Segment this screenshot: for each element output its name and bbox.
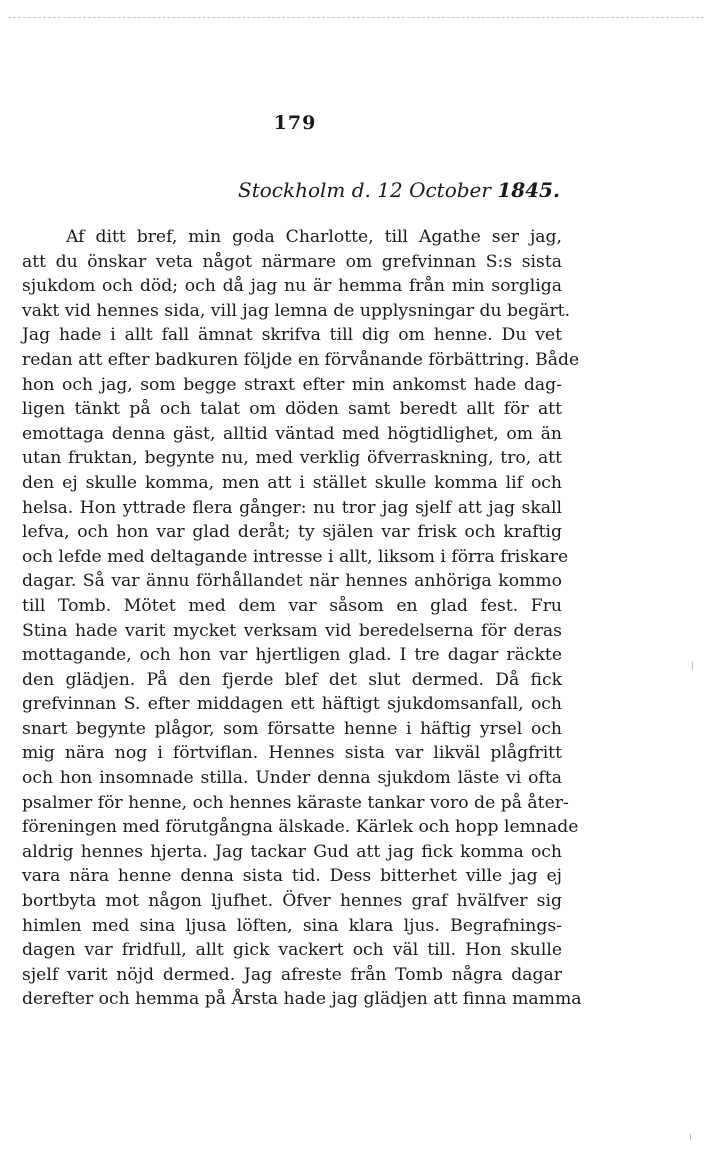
text-line: helsa. Hon yttrade flera gånger: nu tror jag sjelf att jag skall bbox=[22, 497, 562, 518]
dateline-place-date: Stockholm d. 12 October bbox=[238, 178, 491, 202]
text-line: Stina hade varit mycket verksam vid beredelserna för deras bbox=[22, 620, 562, 641]
text-line: redan att efter badkuren följde en förvånande förbättring. Både bbox=[22, 349, 580, 370]
dateline-year: 1845. bbox=[497, 178, 560, 202]
letter-body bbox=[22, 225, 582, 1012]
text-line: grefvinnan S. efter middagen ett häftigt sjukdomsanfall, och bbox=[22, 694, 562, 715]
letter-dateline bbox=[238, 178, 560, 202]
text-line: bortbyta mot någon ljufhet. Öfver hennes graf hvälfver sig bbox=[22, 891, 562, 912]
text-line: psalmer för henne, och hennes käraste tankar voro de på åter- bbox=[22, 792, 569, 813]
text-line: och lefde med deltagande intresse i allt, liksom i förra friskare bbox=[22, 546, 569, 567]
text-line: och hon insomnade stilla. Under denna sjukdom läste vi ofta bbox=[22, 768, 562, 789]
text-line: mottagande, och hon var hjertligen glad. I tre dagar räckte bbox=[22, 645, 562, 666]
text-line: emottaga denna gäst, alltid väntad med högtidlighet, om än bbox=[22, 423, 562, 444]
text-line: dagar. Så var ännu förhållandet när hennes anhöriga kommo bbox=[22, 571, 562, 592]
text-line: lefva, och hon var glad deråt; ty själen var frisk och kraftig bbox=[22, 522, 562, 543]
text-line: Af ditt bref, min goda Charlotte, till Agathe ser jag, bbox=[66, 227, 562, 247]
text-line: sjelf varit nöjd dermed. Jag afreste från Tomb några dagar bbox=[22, 964, 562, 985]
text-line: ligen tänkt på och talat om döden samt beredt allt för att bbox=[22, 399, 562, 420]
page-number: 179 bbox=[273, 112, 317, 134]
scan-speck bbox=[692, 662, 693, 670]
text-line: den ej skulle komma, men att i stället skulle komma lif och bbox=[22, 472, 562, 493]
text-line: aldrig hennes hjerta. Jag tackar Gud att jag fick komma och bbox=[22, 841, 562, 862]
text-line: vakt vid hennes sida, vill jag lemna de upplysningar du begärt. bbox=[22, 300, 571, 321]
top-scan-rule bbox=[8, 17, 704, 18]
text-line: att du önskar veta något närmare om grefvinnan S:s sista bbox=[22, 251, 562, 272]
text-line: den glädjen. På den fjerde blef det slut dermed. Då fick bbox=[22, 669, 562, 690]
text-line: föreningen med förutgångna älskade. Kärlek och hopp lemnade bbox=[22, 817, 579, 838]
text-line: till Tomb. Mötet med dem var såsom en glad fest. Fru bbox=[22, 595, 562, 616]
scan-speck bbox=[690, 1134, 691, 1140]
text-line: sjukdom och död; och då jag nu är hemma från min sorgliga bbox=[22, 276, 562, 297]
text-line: Jag hade i allt fall ämnat skrifva till dig om henne. Du vet bbox=[22, 325, 562, 346]
text-line: utan fruktan, begynte nu, med verklig öfverraskning, tro, att bbox=[22, 448, 562, 469]
text-line: himlen med sina ljusa löften, sina klara ljus. Begrafnings- bbox=[22, 915, 562, 936]
text-line: snart begynte plågor, som försatte henne i häftig yrsel och bbox=[22, 718, 562, 739]
text-line: vara nära henne denna sista tid. Dess bitterhet ville jag ej bbox=[22, 866, 562, 887]
text-line: dagen var fridfull, allt gick vackert och väl till. Hon skulle bbox=[22, 940, 562, 961]
text-line: hon och jag, som begge straxt efter min ankomst hade dag- bbox=[22, 374, 562, 395]
text-line: derefter och hemma på Årsta hade jag glädjen att finna mamma bbox=[22, 989, 582, 1010]
text-line: mig nära nog i förtviflan. Hennes sista var likväl plågfritt bbox=[22, 743, 562, 764]
